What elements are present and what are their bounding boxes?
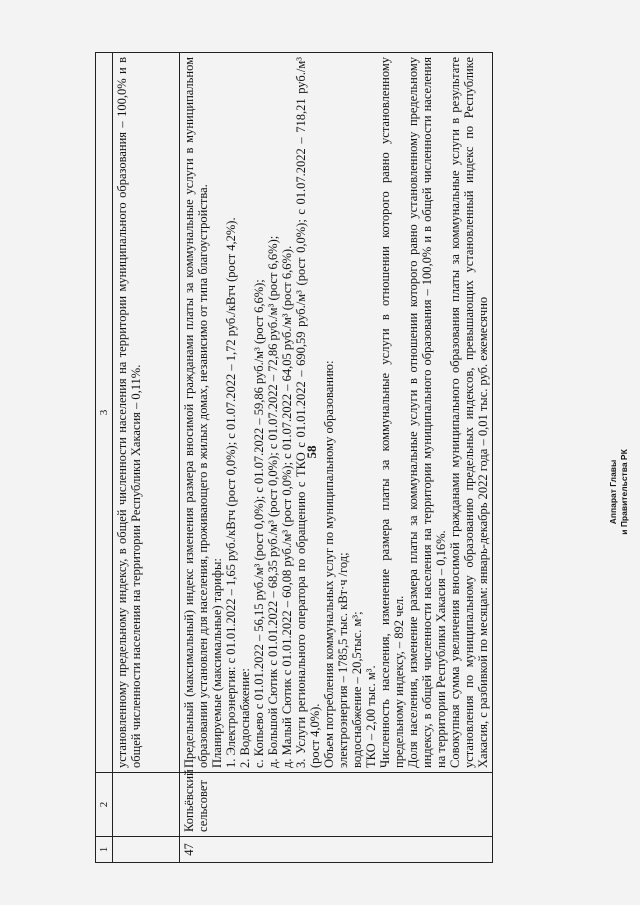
table-row [180,53,493,863]
line-volume-heading: Объем потребления коммунальных услуг по муниципальному образованию: [322,360,336,768]
line-electricity: 1. Электроэнергия: с 01.01.2022 – 1,65 руб./кВтч (рост 0,0%); с 01.07.2022 – 1,72 руб./кВтч (рост 4,2%). [224,217,238,768]
stamp-line-2: и Правительства РК [619,449,629,535]
continuation-num-cell [113,837,180,863]
line-population: Численность населения, изменение размера платы за коммунальные услуги в отношении которого равно установленному предельному индексу, – 892 чел. [378,57,406,768]
table-header-row [96,53,113,863]
continuation-text: установленному предельному индексу, в общей численности населения на территории муниципального образования – 100,0% и в общей численности населения на территории Республики Хакасия – 0,11%. [115,57,143,768]
line-water-maly-syutik: д. Малый Сютик с 01.01.2022 – 60,08 руб./м³ (рост 0,0%); с 01.07.2022 – 64,05 руб./м³ (рост 6,6%). [280,245,294,768]
line-volume-electricity: электроэнергия – 1785,5 тыс. кВт·ч /год; [336,552,350,768]
continuation-text-cell [113,53,180,773]
line-intro: Предельный (максимальный) индекс изменения размера вносимой гражданами платы за коммунальные услуги в муниципальном образовании установлен для населения, проживающего в жилых домах, независимо от типа благоустройства. [182,57,210,768]
line-water-bolshoy-syutik: д. Большой Сютик с 01.01.2022 – 68,35 руб./м³ (рост 0,0%); с 01.07.2022 – 72,86 руб./м³ (рост 6,6%); [266,235,280,768]
header-col-2: 2 [96,773,113,837]
row-number: 47 [180,837,493,863]
line-water-heading: 2. Водоснабжение: [238,668,252,768]
line-total-increase: Совокупная сумма увеличения вносимой гражданами муниципального образования платы за коммунальные услуги в результате установления по муниципальному образованию предельных индексов, превышающих установленный индекс по Республике Хакасия, с разбивкой по месяцам: январь-декабрь 2022 года – 0,01 тыс. руб. ежемесячно [448,57,490,768]
line-water-kopyevo: с. Копьево с 01.01.2022 – 56,15 руб./м³ (рост 0,0%); с 01.07.2022 – 59,86 руб./м³ (рост 6,6%); [252,279,266,768]
page-number: 58 [304,445,319,459]
municipality-name: Копьёвский сельсовет [180,773,493,837]
line-waste-operator: 3. Услуги регионального оператора по обращению с ТКО с 01.01.2022 – 690,59 руб./м³ (рост 0,0%); с 01.07.2022 – 718,21 руб./м³ (рост 4,0%). [294,57,322,768]
table-row-continuation [113,53,180,863]
line-planned-tariffs: Планируемые (максимальные) тарифы: [210,558,224,768]
tariff-description [180,53,493,773]
tariff-table [95,52,493,863]
stamp-line-1: Аппарат Главы [608,459,618,525]
line-volume-water: водоснабжение – 20,5тыс. м³; [350,611,364,768]
header-col-1: 1 [96,837,113,863]
continuation-name-cell [113,773,180,837]
line-volume-waste: ТКО – 2,00 тыс. м³. [364,665,378,768]
rotated-table-wrapper [95,53,495,863]
header-col-3: 3 [96,53,113,773]
line-population-share: Доля населения, изменение размера платы за коммунальные услуги в отношении которого равно установленному предельному индексу, в общей численности населения на территории муниципального образования – 100,0% и в общей численности населения на территории Республики Хакасия – 0,16%. [406,57,448,768]
organization-stamp [608,449,630,535]
